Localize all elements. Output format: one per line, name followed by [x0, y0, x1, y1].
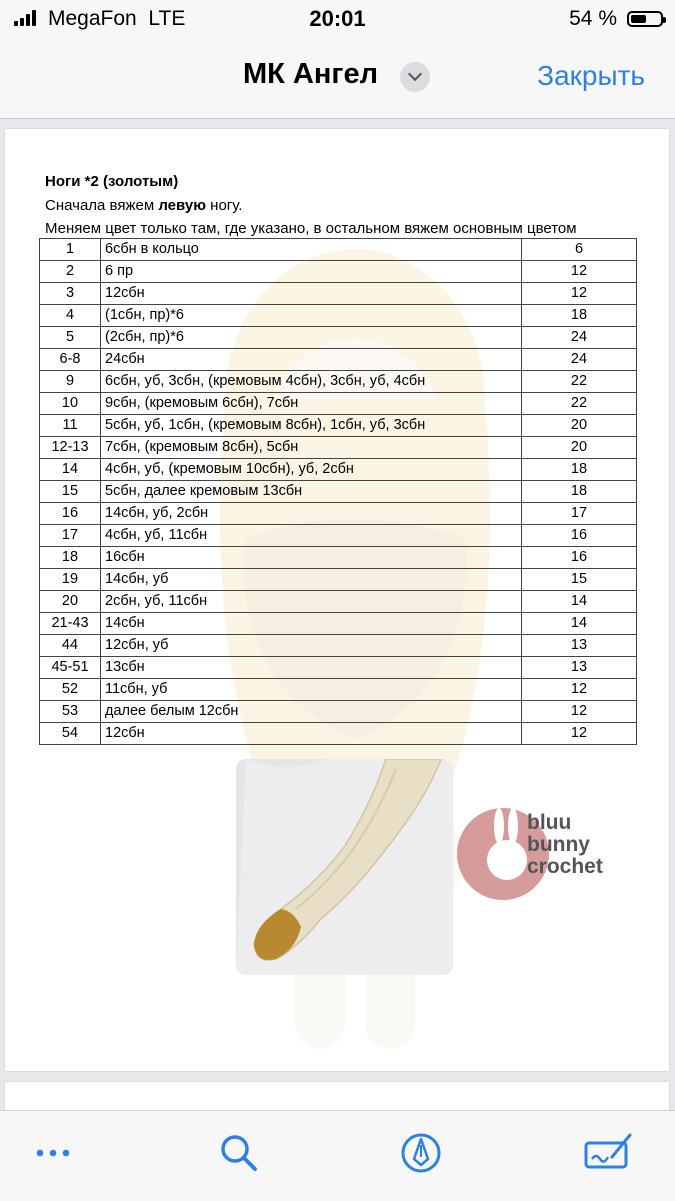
stitches-cell: далее белым 12сбн [101, 701, 522, 723]
table-row [40, 283, 637, 305]
stitches-cell: 7сбн, (кремовым 8сбн), 5сбн [101, 437, 522, 459]
row-number-cell: 45-51 [40, 657, 101, 679]
pattern-table [39, 238, 637, 745]
leg-photo [236, 759, 453, 975]
table-row [40, 349, 637, 371]
table-row [40, 371, 637, 393]
stitches-cell: 4сбн, уб, (кремовым 10сбн), уб, 2сбн [101, 459, 522, 481]
stitches-cell: 9сбн, (кремовым 6сбн), 7сбн [101, 393, 522, 415]
row-number-cell: 19 [40, 569, 101, 591]
intro-text [45, 197, 242, 214]
navigation-bar [0, 40, 675, 119]
table-row [40, 723, 637, 745]
stitch-count-cell: 12 [522, 701, 637, 723]
intro-bold: левую [158, 197, 207, 214]
table-row [40, 613, 637, 635]
table-row [40, 679, 637, 701]
stitches-cell: 5сбн, далее кремовым 13сбн [101, 481, 522, 503]
chevron-down-icon[interactable] [400, 62, 430, 92]
search-icon[interactable] [214, 1131, 264, 1175]
stitches-cell: 12сбн [101, 283, 522, 305]
row-number-cell: 15 [40, 481, 101, 503]
row-number-cell: 10 [40, 393, 101, 415]
clock: 20:01 [309, 6, 366, 31]
row-number-cell: 14 [40, 459, 101, 481]
table-row [40, 415, 637, 437]
status-bar [0, 0, 675, 40]
stitch-count-cell: 18 [522, 481, 637, 503]
color-note: Меняем цвет только там, где указано, в остальном вяжем основным цветом [45, 220, 577, 237]
stitches-cell: 14сбн [101, 613, 522, 635]
document-title[interactable]: МК Ангел [243, 58, 379, 90]
stitch-count-cell: 18 [522, 305, 637, 327]
stitches-cell: 4сбн, уб, 11сбн [101, 525, 522, 547]
stitch-count-cell: 14 [522, 591, 637, 613]
table-row [40, 635, 637, 657]
stitches-cell: (2сбн, пр)*6 [101, 327, 522, 349]
stitch-count-cell: 24 [522, 349, 637, 371]
stitch-count-cell: 16 [522, 547, 637, 569]
row-number-cell: 17 [40, 525, 101, 547]
row-number-cell: 52 [40, 679, 101, 701]
row-number-cell: 4 [40, 305, 101, 327]
table-row [40, 547, 637, 569]
stitch-count-cell: 13 [522, 657, 637, 679]
table-row [40, 701, 637, 723]
logo-line-2: bunny [527, 833, 590, 856]
table-row [40, 437, 637, 459]
row-number-cell: 9 [40, 371, 101, 393]
stitch-count-cell: 16 [522, 525, 637, 547]
stitches-cell: 13сбн [101, 657, 522, 679]
row-number-cell: 3 [40, 283, 101, 305]
logo-line-3: crochet [527, 855, 603, 878]
table-row [40, 591, 637, 613]
table-row [40, 481, 637, 503]
row-number-cell: 1 [40, 239, 101, 261]
stitch-count-cell: 22 [522, 393, 637, 415]
document-page [5, 129, 669, 1071]
row-number-cell: 54 [40, 723, 101, 745]
row-number-cell: 11 [40, 415, 101, 437]
section-title: Ноги *2 (золотым) [45, 173, 179, 190]
stitch-count-cell: 20 [522, 415, 637, 437]
row-number-cell: 2 [40, 261, 101, 283]
row-number-cell: 44 [40, 635, 101, 657]
table-row [40, 393, 637, 415]
stitches-cell: 5сбн, уб, 1сбн, (кремовым 8сбн), 1сбн, уб, 3сбн [101, 415, 522, 437]
stitch-count-cell: 17 [522, 503, 637, 525]
table-row [40, 305, 637, 327]
stitches-cell: 6 пр [101, 261, 522, 283]
stitch-count-cell: 15 [522, 569, 637, 591]
table-row [40, 261, 637, 283]
stitches-cell: 14сбн, уб [101, 569, 522, 591]
bottom-toolbar [0, 1110, 675, 1201]
row-number-cell: 53 [40, 701, 101, 723]
stitch-count-cell: 24 [522, 327, 637, 349]
stitch-count-cell: 12 [522, 679, 637, 701]
table-row [40, 503, 637, 525]
stitch-count-cell: 13 [522, 635, 637, 657]
stitch-count-cell: 20 [522, 437, 637, 459]
row-number-cell: 6-8 [40, 349, 101, 371]
stitch-count-cell: 14 [522, 613, 637, 635]
row-number-cell: 5 [40, 327, 101, 349]
network-type: LTE [148, 7, 186, 30]
stitch-count-cell: 12 [522, 283, 637, 305]
row-number-cell: 20 [40, 591, 101, 613]
intro-before: Сначала вяжем [45, 197, 159, 214]
table-row [40, 239, 637, 261]
stitch-count-cell: 22 [522, 371, 637, 393]
table-row [40, 327, 637, 349]
table-row [40, 459, 637, 481]
table-row [40, 657, 637, 679]
row-number-cell: 18 [40, 547, 101, 569]
carrier-name: MegaFon [48, 7, 137, 30]
stitches-cell: 11сбн, уб [101, 679, 522, 701]
stitches-cell: 24сбн [101, 349, 522, 371]
logo-line-1: bluu [527, 811, 572, 834]
more-icon[interactable] [28, 1131, 78, 1175]
table-row [40, 569, 637, 591]
table-row [40, 525, 637, 547]
stitches-cell: 16сбн [101, 547, 522, 569]
signature-icon[interactable] [582, 1131, 632, 1175]
stitches-cell: 12сбн, уб [101, 635, 522, 657]
intro-after: ногу. [206, 197, 243, 214]
stitch-count-cell: 12 [522, 723, 637, 745]
row-number-cell: 12-13 [40, 437, 101, 459]
markup-icon[interactable] [396, 1131, 446, 1175]
stitches-cell: 12сбн [101, 723, 522, 745]
stitches-cell: 6сбн, уб, 3сбн, (кремовым 4сбн), 3сбн, уб, 4сбн [101, 371, 522, 393]
battery-percent: 54 % [569, 7, 617, 30]
stitches-cell: 6сбн в кольцо [101, 239, 522, 261]
close-button[interactable]: Закрыть [537, 60, 645, 91]
stitch-count-cell: 12 [522, 261, 637, 283]
row-number-cell: 21-43 [40, 613, 101, 635]
stitch-count-cell: 18 [522, 459, 637, 481]
stitches-cell: 14сбн, уб, 2сбн [101, 503, 522, 525]
stitches-cell: (1сбн, пр)*6 [101, 305, 522, 327]
stitch-count-cell: 6 [522, 239, 637, 261]
row-number-cell: 16 [40, 503, 101, 525]
stitches-cell: 2сбн, уб, 11сбн [101, 591, 522, 613]
battery-icon [627, 11, 663, 27]
